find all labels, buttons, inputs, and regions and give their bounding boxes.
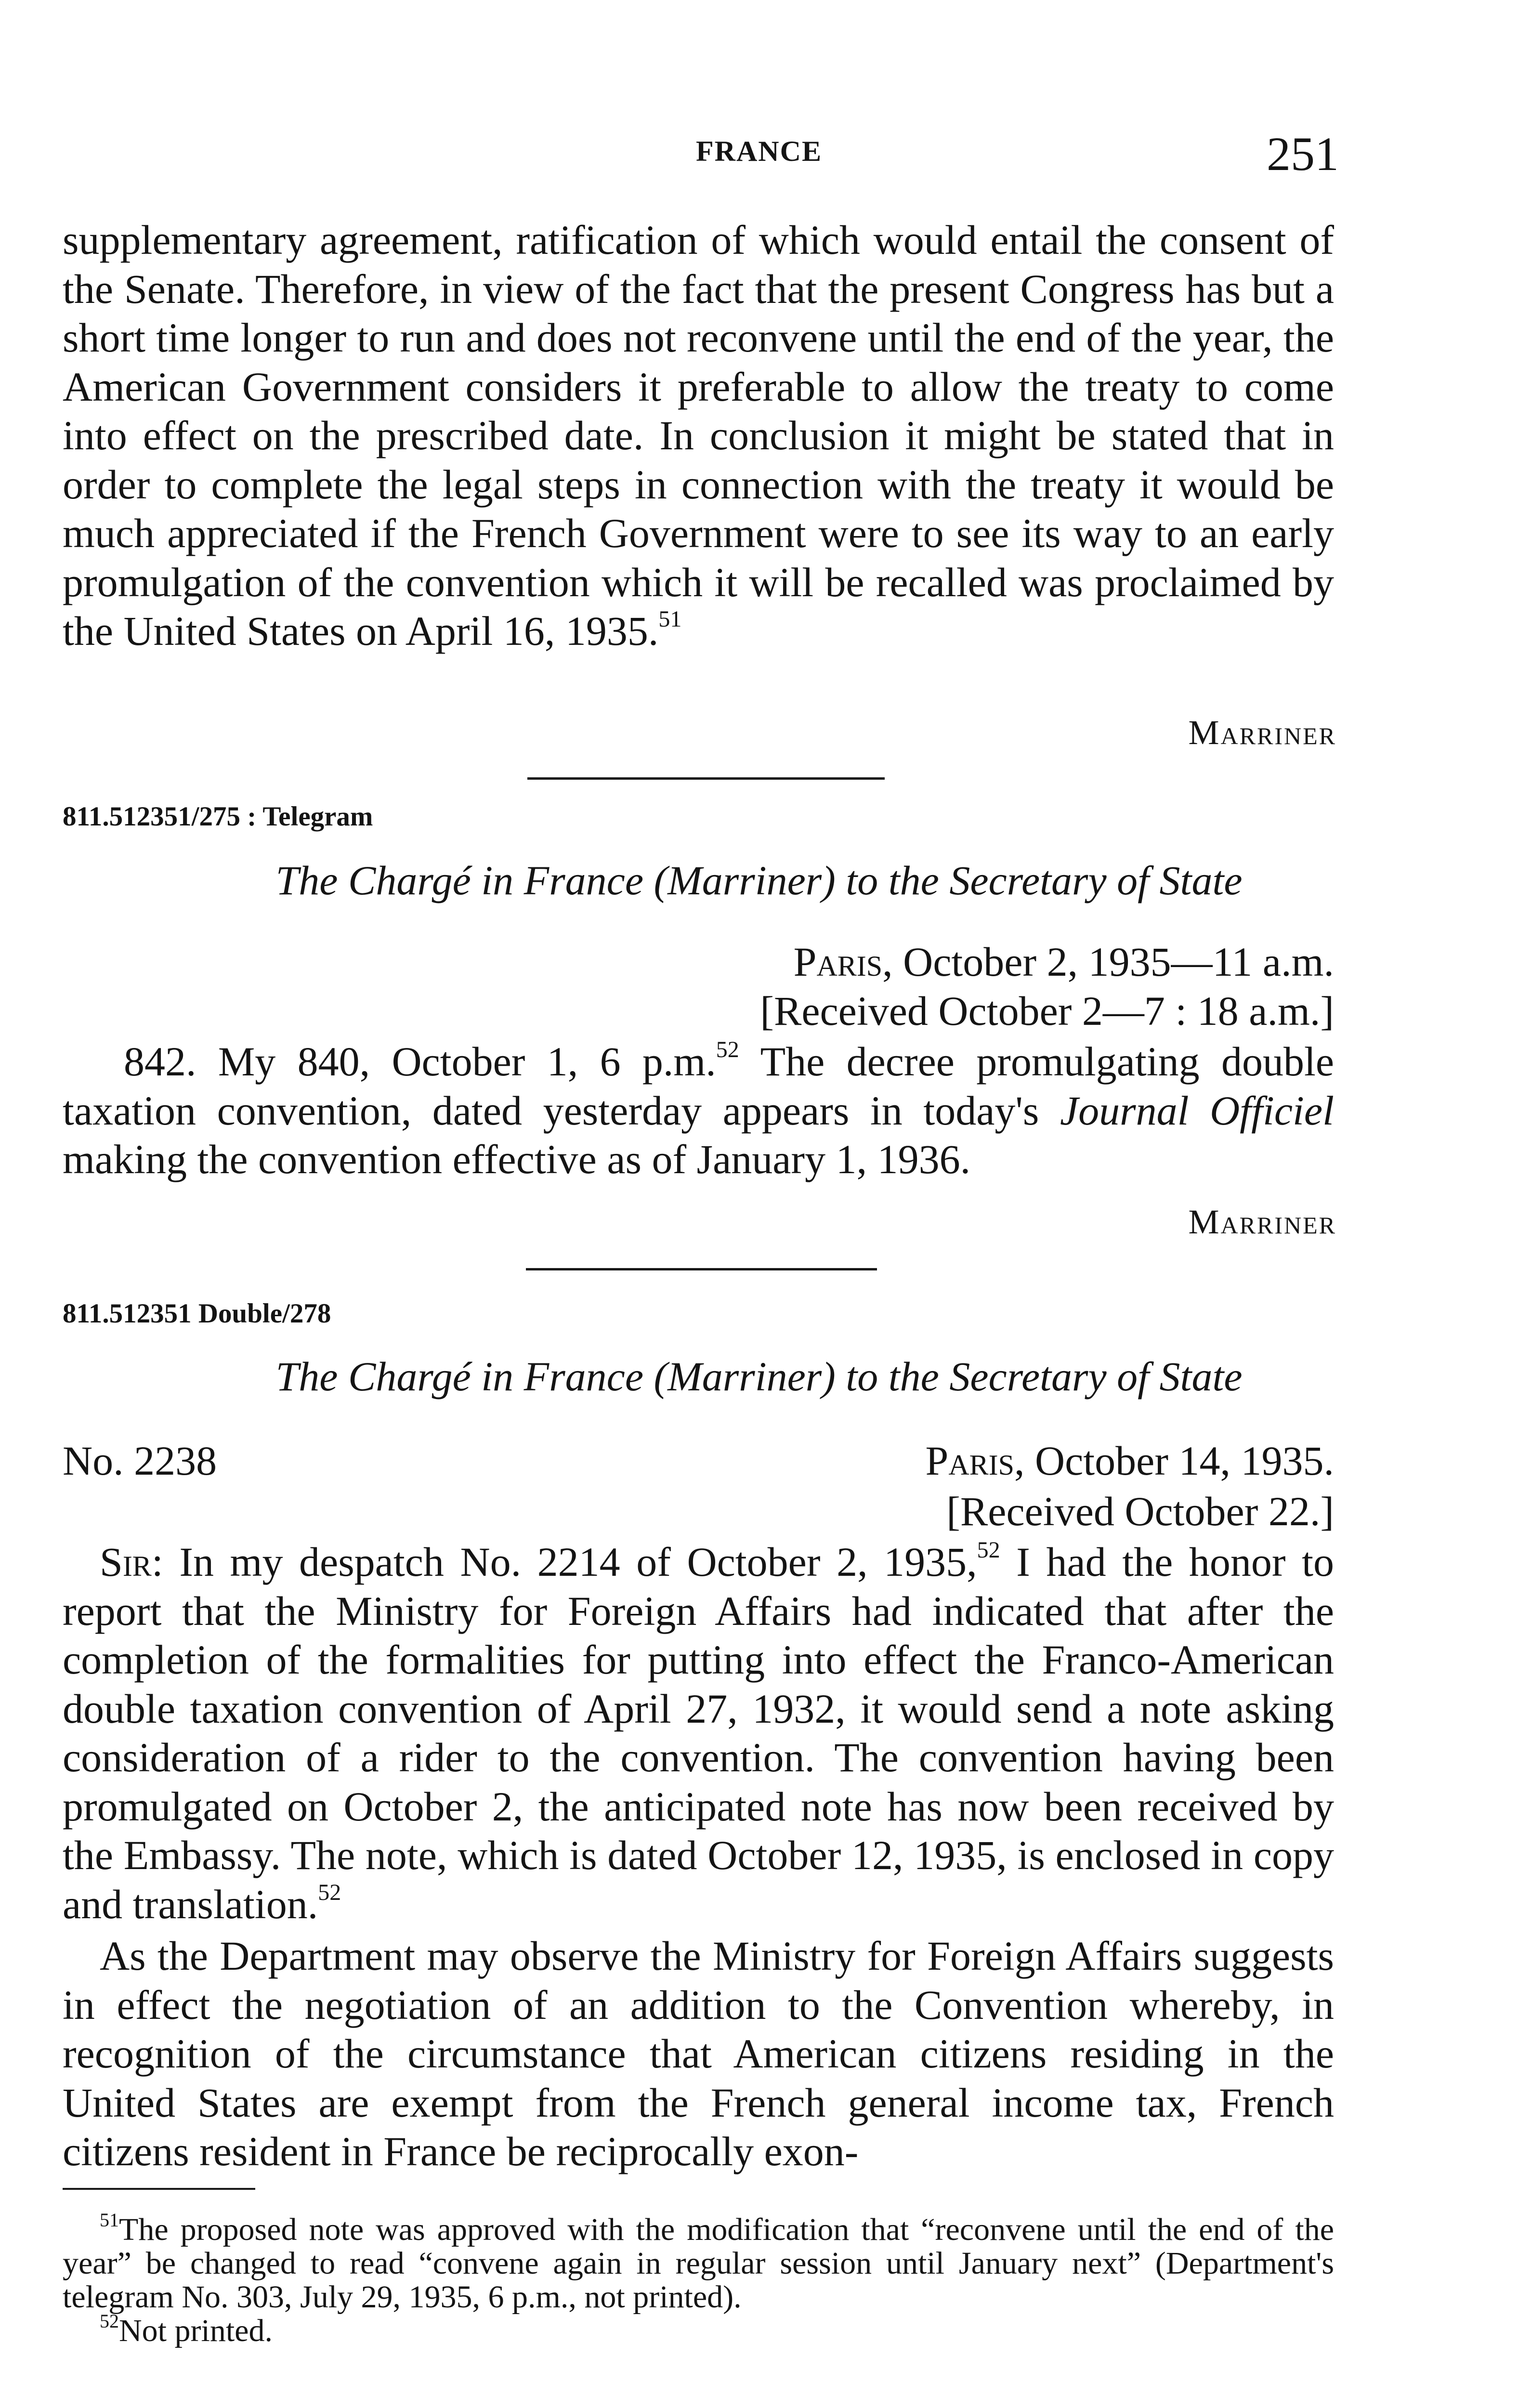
footnote-text: Not printed. xyxy=(119,2313,273,2348)
footnote-51 xyxy=(63,2209,1334,2315)
footnote-rule xyxy=(63,2188,255,2190)
place: Paris xyxy=(793,939,883,985)
telegram-text-part: The decree promulgating double taxation convention, dated yesterday appears in today's xyxy=(63,1038,1335,1134)
footnote-text: The proposed note was approved with the modification that “reconvene until the end of the year” be changed to read “convene again in regular session until January next” (Department's telegram No. 303, July 29, 1935, 6 p.m., not printed). xyxy=(63,2212,1334,2315)
place: Paris xyxy=(925,1438,1015,1484)
despatch-paragraph-1 xyxy=(63,1538,1334,1929)
continuation-paragraph xyxy=(63,216,1334,656)
file-reference-2: 811.512351 Double/278 xyxy=(63,1298,331,1329)
caption-name: Marriner xyxy=(667,857,822,903)
despatch-text-part: I had the honor to report that the Ministry for Foreign Affairs had indicated that after the completion of the formalities for putting into effect the Franco-American double taxation convention of April 27, 1932, it would send a note asking consideration of a rider to the convention. The convention having been promulgated on October 2, the anticipated note has now been received by the Embassy. The note, which is dated October 12, 1935, is enclosed in copy and translation. xyxy=(63,1539,1334,1927)
file-reference-1: 811.512351/275 : Telegram xyxy=(63,801,373,832)
caption-part: The Chargé in France ( xyxy=(275,1353,668,1400)
footnote-ref-51: 51 xyxy=(658,606,682,632)
footnote-ref-52: 52 xyxy=(977,1537,1000,1563)
document-caption-1 xyxy=(0,856,1518,904)
received-line-1: [Received October 2—7 : 18 a.m.] xyxy=(760,988,1334,1034)
despatch-text-part: : In my despatch No. 2214 of October 2, 1935, xyxy=(151,1539,977,1585)
despatch-paragraph-2: As the Department may observe the Ministry for Foreign Affairs suggests in effect the negotiation of an addition to the Convention whereby, in recognition of the circumstance that American citizens residing in the United States are exempt from the French general income tax, French citizens resident in France be reciprocally exon- xyxy=(63,1933,1334,2174)
telegram-text-part: 842. My 840, October 1, 6 p.m. xyxy=(124,1038,716,1085)
section-divider-1 xyxy=(527,777,885,780)
telegram-text-part: making the convention effective as of January 1, 1936. xyxy=(63,1136,971,1182)
signature-marriner-1: Marriner xyxy=(1188,713,1336,752)
journal-title: Journal Officiel xyxy=(1060,1087,1334,1134)
footnote-mark: 52 xyxy=(100,2310,119,2332)
page-number: 251 xyxy=(1267,127,1339,181)
footnote-mark: 51 xyxy=(100,2209,119,2231)
received-line-2: [Received October 22.] xyxy=(946,1488,1334,1534)
footnote-ref-52: 52 xyxy=(318,1879,341,1905)
date: , October 14, 1935. xyxy=(1014,1438,1334,1484)
date: , October 2, 1935—11 a.m. xyxy=(882,939,1334,985)
telegram-text xyxy=(63,1037,1334,1184)
despatch-number: No. 2238 xyxy=(63,1438,217,1484)
caption-part: The Chargé in France ( xyxy=(275,857,668,903)
section-divider-2 xyxy=(526,1268,877,1270)
dateline-1 xyxy=(794,938,1334,986)
caption-name: Marriner xyxy=(667,1353,822,1400)
footnote-52 xyxy=(63,2310,1334,2348)
dateline-2 xyxy=(925,1437,1334,1485)
footnote-ref-52: 52 xyxy=(716,1037,739,1062)
salutation: Sir xyxy=(100,1539,152,1585)
signature-marriner-2: Marriner xyxy=(1188,1203,1336,1241)
continuation-text: supplementary agreement, ratification of which would entail the consent of the Senate. Therefore, in view of the fact that the present Congress has but a short time longer to run and does not reconvene until the end of the year, the American Government considers it preferable to allow the treaty to come into effect on the prescribed date. In conclusion it might be stated that in order to complete the legal steps in connection with the treaty it would be much appreciated if the French Government were to see its way to an early promulgation of the convention which it will be recalled was proclaimed by the United States on April 16, 1935. xyxy=(63,217,1334,654)
caption-part: ) to the Secretary of State xyxy=(822,857,1243,903)
caption-part: ) to the Secretary of State xyxy=(822,1353,1243,1400)
running-header: FRANCE xyxy=(696,135,822,167)
document-caption-2 xyxy=(0,1352,1518,1400)
